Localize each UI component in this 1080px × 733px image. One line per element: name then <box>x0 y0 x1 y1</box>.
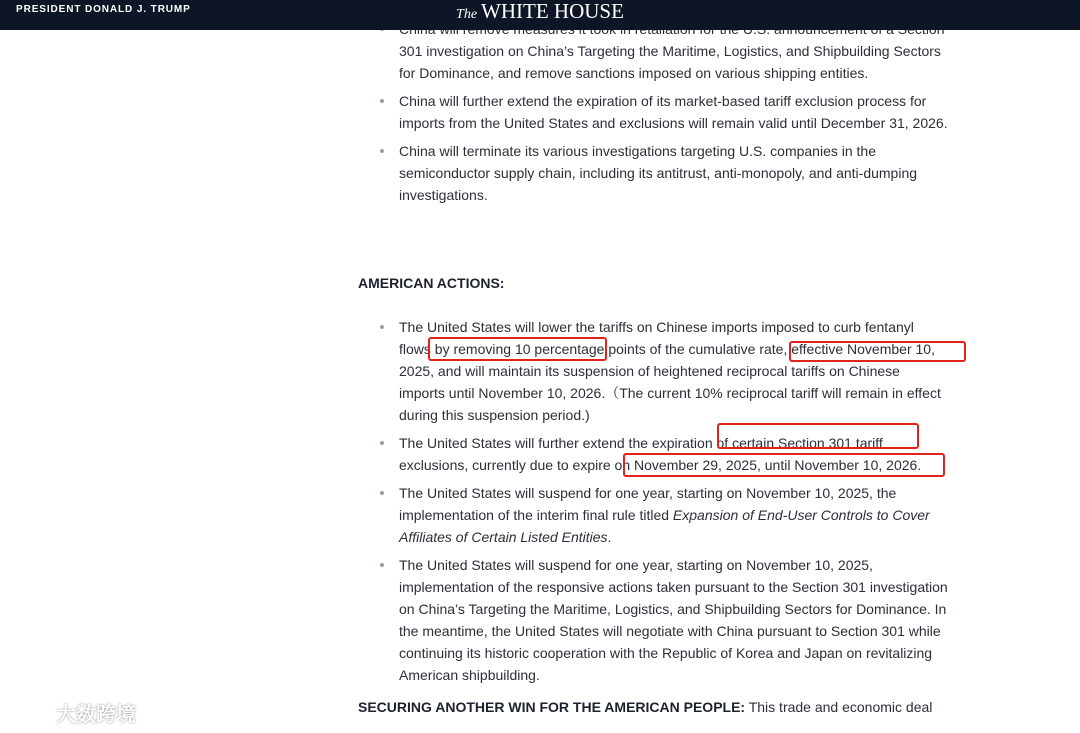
annotation-box-effective-november-10 <box>789 341 966 362</box>
american-actions-list <box>378 316 948 686</box>
annotation-box-section-301-tariff <box>717 423 919 449</box>
list-item-text: China will further extend the expiration of its market-based tariff exclusion process for imports from the United States and exclusions will remain valid until December 31, 2026. <box>399 93 948 131</box>
list-item <box>378 482 948 548</box>
item-text: . <box>607 529 612 545</box>
list-item-text: China will terminate its various investigations targeting U.S. companies in the semiconductor supply chain, including its antitrust, anti-monopoly, and anti-dumping investigations. <box>399 143 918 203</box>
highlighted-text: by removing 10 percentage <box>434 341 605 357</box>
watermark <box>10 698 136 727</box>
list-item <box>378 316 948 426</box>
highlighted-text: , effective November 10, <box>783 341 935 357</box>
closing-text: This trade and economic deal <box>745 699 933 715</box>
item-text: points of the cumulative rate <box>604 341 784 357</box>
highlighted-text: n November 29, 2025, until November 10, 2026. <box>622 457 922 473</box>
rule-title: Expansion of End-User Controls to Cover Affiliates of Certain Listed Entities <box>399 507 930 545</box>
annotation-box-removing-10-percentage <box>428 337 607 361</box>
item-text: The United States will further extend the expiration <box>399 435 713 451</box>
item-text: 2025, and will maintain its suspension of heightened reciprocal tariffs on Chinese imports until November 10, 2026.（The current 10% reciprocal tariff will remain in effect during this suspension period.) <box>399 363 941 423</box>
white-house-logo[interactable] <box>0 0 1080 26</box>
list-item-text: 301 investigation on China’s Targeting the Maritime, Logistics, and Shipbuilding Sectors for Dominance, and remove sanctions imposed on various shipping entities. <box>399 43 941 81</box>
annotation-box-november-29-2025 <box>623 453 945 477</box>
logo-the-text: The <box>456 7 478 22</box>
top-navigation-bar <box>0 0 1080 30</box>
list-item-text: The United States will suspend for one year, starting on November 10, 2025, implementation of the responsive actions taken pursuant to the Section 301 investigation on China’s Targeting the Maritime, Logistics, and Shipbuilding Sectors for Dominance. In the meantime, the United States will negotiate with China pursuant to Section 301 while continuing its historic cooperation with the Republic of Korea and Japan on revitalizing American shipbuilding. <box>399 557 948 683</box>
china-actions-list <box>378 18 948 206</box>
list-item <box>378 140 948 206</box>
list-item <box>378 90 948 134</box>
logo-name-text: WHITE HOUSE <box>481 0 624 23</box>
section-heading-american-actions: AMERICAN ACTIONS: <box>358 275 505 291</box>
list-item <box>378 554 948 686</box>
president-name-link[interactable]: PRESIDENT DONALD J. TRUMP <box>16 4 191 15</box>
closing-paragraph <box>358 699 932 715</box>
item-text: The United States will suspend for one year, starting on November 10, 2025, the implementation of the interim final rule titled <box>399 485 897 523</box>
chat-bubbles-icon <box>10 701 50 725</box>
highlighted-text: of certain Section 301 tariff <box>712 435 883 451</box>
item-text: exclusions, currently due to expire o <box>399 457 623 473</box>
watermark-text: 大数跨境 <box>56 704 136 726</box>
item-text: The United States will lower the tariffs on Chinese imports imposed to curb fentanyl flows <box>399 319 914 357</box>
closing-heading: SECURING ANOTHER WIN FOR THE AMERICAN PEOPLE: <box>358 699 746 715</box>
